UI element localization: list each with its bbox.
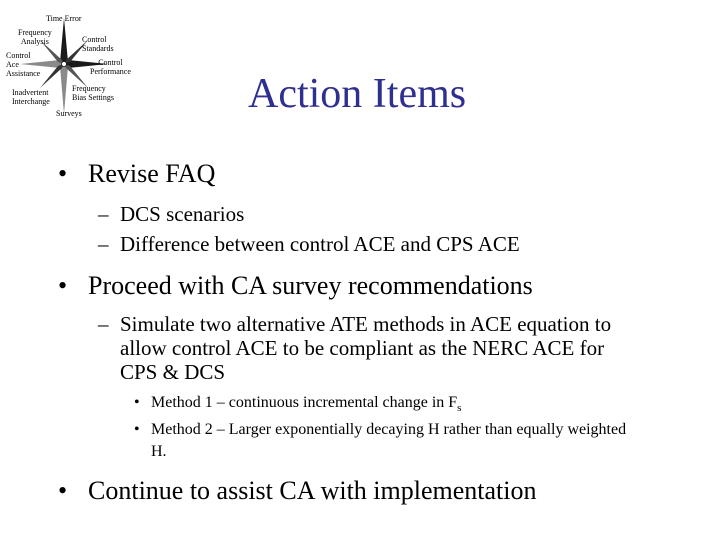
bullet-revise-faq — [58, 158, 698, 190]
bullet-glyph: • — [58, 159, 68, 188]
sub-bullet-text: Difference between control ACE and CPS ACE — [120, 232, 520, 256]
logo-label-control-ace-assistance: Control Ace Assistance — [6, 51, 41, 78]
sub-sub-bullet-method-1 — [58, 392, 631, 419]
logo-label-control-standards: Control Standards — [82, 35, 114, 53]
logo-label-inadvertent-interchange: Inadvertent Interchange — [12, 88, 50, 106]
bullet-text: Proceed with CA survey recommendations — [88, 271, 533, 300]
sub-bullet-text: Simulate two alternative ATE methods in ACE equation to allow control ACE to be compliant as the NERC ACE for CPS & DCS — [120, 312, 612, 384]
bullet-glyph: • — [58, 271, 68, 300]
bullet-glyph: • — [134, 421, 140, 439]
compass-logo — [0, 0, 140, 120]
logo-label-time-error: Time Error — [46, 14, 82, 23]
subscript-s: s — [457, 402, 462, 415]
slide-body — [58, 158, 698, 507]
sub-bullet-difference — [58, 232, 698, 256]
logo-label-frequency-bias-settings: Frequency Bias Settings — [72, 84, 115, 102]
bullet-proceed-ca-survey — [58, 270, 698, 302]
sub-bullet-simulate — [58, 312, 640, 384]
bullet-text: Continue to assist CA with implementation — [88, 476, 537, 506]
bullet-glyph: • — [134, 394, 140, 411]
logo-label-frequency-analysis: Frequency Analysis — [18, 28, 52, 46]
logo-label-surveys: Surveys — [56, 109, 82, 118]
sub-bullet-text: DCS scenarios — [120, 202, 245, 226]
sub-sub-bullet-text: Method 2 – Larger exponentially decaying H rather than equally weighted H. — [151, 421, 627, 461]
dash-glyph: – — [98, 202, 109, 226]
sub-sub-bullet-text: Method 1 – continuous incremental change in F — [151, 394, 458, 411]
sub-bullet-dcs-scenarios — [58, 202, 698, 226]
logo-label-control-performance: Control Performance — [90, 58, 131, 76]
sub-sub-bullet-method-2 — [58, 419, 631, 463]
slide-title: Action Items — [248, 71, 467, 117]
dash-glyph: – — [98, 312, 109, 336]
dash-glyph: – — [98, 232, 109, 256]
bullet-text: Revise FAQ — [88, 159, 216, 188]
bullet-glyph: • — [58, 476, 68, 506]
bullet-continue-assist — [58, 475, 698, 507]
